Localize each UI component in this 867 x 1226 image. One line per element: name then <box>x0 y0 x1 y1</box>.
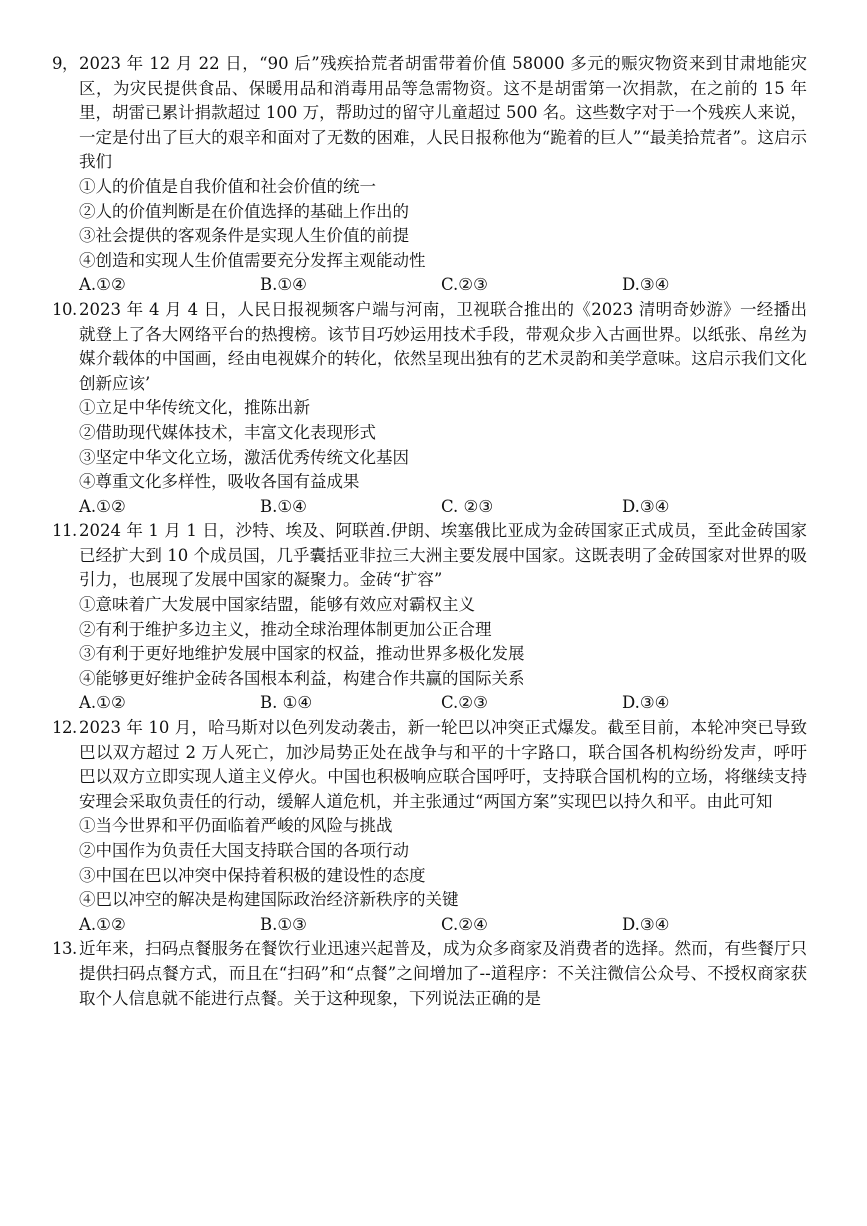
question-text: 2023 年 10 月，哈马斯对以色列发动袭击，新一轮巴以冲突正式爆发。截至目前，本轮冲突已导致巴以双方超过 2 万人死亡，加沙局势正处在战争与和平的十字路口，联合国各机构纷纷发声，呼吁巴以双方立即实现人道主义停火。中国也积极响应联合国呼吁，支持联合国机构的立场，将继续支持安理会采取负责任的行动，缓解人道危机，并主张通过“两国方案”实现巴以持久和平。由此可知 <box>79 718 807 811</box>
option-a: A.①② <box>79 693 126 713</box>
statement: ②人的价值判断是在价值选择的基础上作出的 <box>79 201 409 221</box>
statement-list <box>52 593 807 691</box>
statement: ②有利于维护多边主义，推动全球治理体制更加公正合理 <box>79 619 492 639</box>
statement: ①立足中华传统文化，推陈出新 <box>79 398 310 418</box>
option-c: C.②③ <box>441 275 488 295</box>
statement: ②借助现代媒体技术，丰富文化表现形式 <box>79 422 376 442</box>
statement: ③有利于更好地维护发展中国家的权益，推动世界多极化发展 <box>79 644 525 664</box>
option-d: D.③④ <box>622 275 670 295</box>
option-c: C. ②③ <box>441 496 494 516</box>
question-stem <box>52 519 807 593</box>
question-stem <box>52 937 807 1011</box>
question-number: 10. <box>52 299 77 319</box>
question-stem <box>52 52 807 175</box>
question-text: 近年来，扫码点餐服务在餐饮行业迅速兴起普及，成为众多商家及消费者的选择。然而，有些餐厅只提供扫码点餐方式，而且在“扫码”和“点餐”之间增加了--道程序：不关注微信公众号、不授权商家获取个人信息就不能进行点餐。关于这种现象，下列说法正确的是 <box>79 939 807 1008</box>
statement: ①意味着广大发展中国家结盟，能够有效应对霸权主义 <box>79 595 475 615</box>
option-a: A.①② <box>79 275 126 295</box>
statement-list <box>52 175 807 273</box>
option-b: B.①③ <box>260 914 307 934</box>
question-9 <box>52 52 807 298</box>
question-number: 13. <box>52 939 77 959</box>
statement: ④巴以冲空的解决是构建国际政治经济新秩序的关键 <box>79 890 459 910</box>
question-stem <box>52 298 807 396</box>
question-text: 2023 年 12 月 22 日，“90 后”残疾拾荒者胡雷带着价值 58000 多元的赈灾物资来到甘肃地能灾区，为灾民提供食品、保暖用品和消毒用品等急需物资。这不是胡雷第一次捐款，在之前的 15 年里，胡雷已累计捐款超过 100 万，帮助过的留守儿童超过 500 名。这些数字对于一个残疾人来说，一定是付出了巨大的艰辛和面对了无数的困难，人民日报称他为“跪着的巨人”“最美拾荒者”。这启示我们 <box>79 54 807 172</box>
option-b: B. ①④ <box>260 693 313 713</box>
answer-options <box>52 273 807 298</box>
answer-options <box>52 691 807 716</box>
option-d: D.③④ <box>622 914 670 934</box>
statement: ①当今世界和平仍面临着严峻的风险与挑战 <box>79 816 393 836</box>
option-b: B.①④ <box>260 496 307 516</box>
option-a: A.①② <box>79 914 126 934</box>
question-11 <box>52 519 807 716</box>
option-a: A.①② <box>79 496 126 516</box>
answer-options <box>52 495 807 520</box>
option-d: D.③④ <box>622 496 670 516</box>
statement: ②中国作为负责任大国支持联合国的各项行动 <box>79 841 409 860</box>
statement: ③中国在巴以冲突中保持着积极的建设性的态度 <box>79 865 426 885</box>
option-d: D.③④ <box>622 693 670 713</box>
option-b: B.①④ <box>260 275 307 295</box>
question-number: 12. <box>52 718 77 738</box>
option-c: C.②③ <box>441 693 488 713</box>
statement: ④尊重文化多样性，吸收各国有益成果 <box>79 472 360 492</box>
statement: ③社会提供的客观条件是实现人生价值的前提 <box>79 226 409 246</box>
question-stem <box>52 716 807 814</box>
option-c: C.②④ <box>441 914 488 934</box>
statement: ①人的价值是自我价值和社会价值的统一 <box>79 176 376 196</box>
question-10 <box>52 298 807 519</box>
question-number: 11. <box>52 521 77 541</box>
question-12 <box>52 716 807 937</box>
statement: ④能够更好维护金砖各国根本利益，构建合作共赢的国际关系 <box>79 668 525 688</box>
statement: ③坚定中华文化立场，激活优秀传统文化基因 <box>79 447 409 467</box>
question-13 <box>52 937 807 1011</box>
statement-list <box>52 814 807 912</box>
answer-options <box>52 913 807 938</box>
question-text: 2024 年 1 月 1 日，沙特、埃及、阿联酋.伊朗、埃塞俄比亚成为金砖国家正式成员，至此金砖国家已经扩大到 10 个成员国，几乎囊括亚非拉三大洲主要发展中国家。这既表明了金砖国家对世界的吸引力，也展现了发展中国家的凝聚力。金砖“扩容” <box>79 521 807 590</box>
statement-list <box>52 396 807 494</box>
question-number: 9， <box>52 54 78 73</box>
statement: ④创造和实现人生价值需要充分发挥主观能动性 <box>79 250 426 270</box>
question-text: 2023 年 4 月 4 日，人民日报视频客户端与河南，卫视联合推出的《2023 清明奇妙游》一经播出就登上了各大网络平台的热搜榜。该节目巧妙运用技术手段，带观众步入古画世界。以纸张、帛丝为媒介载体的中国画，经由电视媒介的转化，依然呈现出独有的艺术灵韵和美学意味。这启示我们文化创新应该’ <box>79 299 807 393</box>
